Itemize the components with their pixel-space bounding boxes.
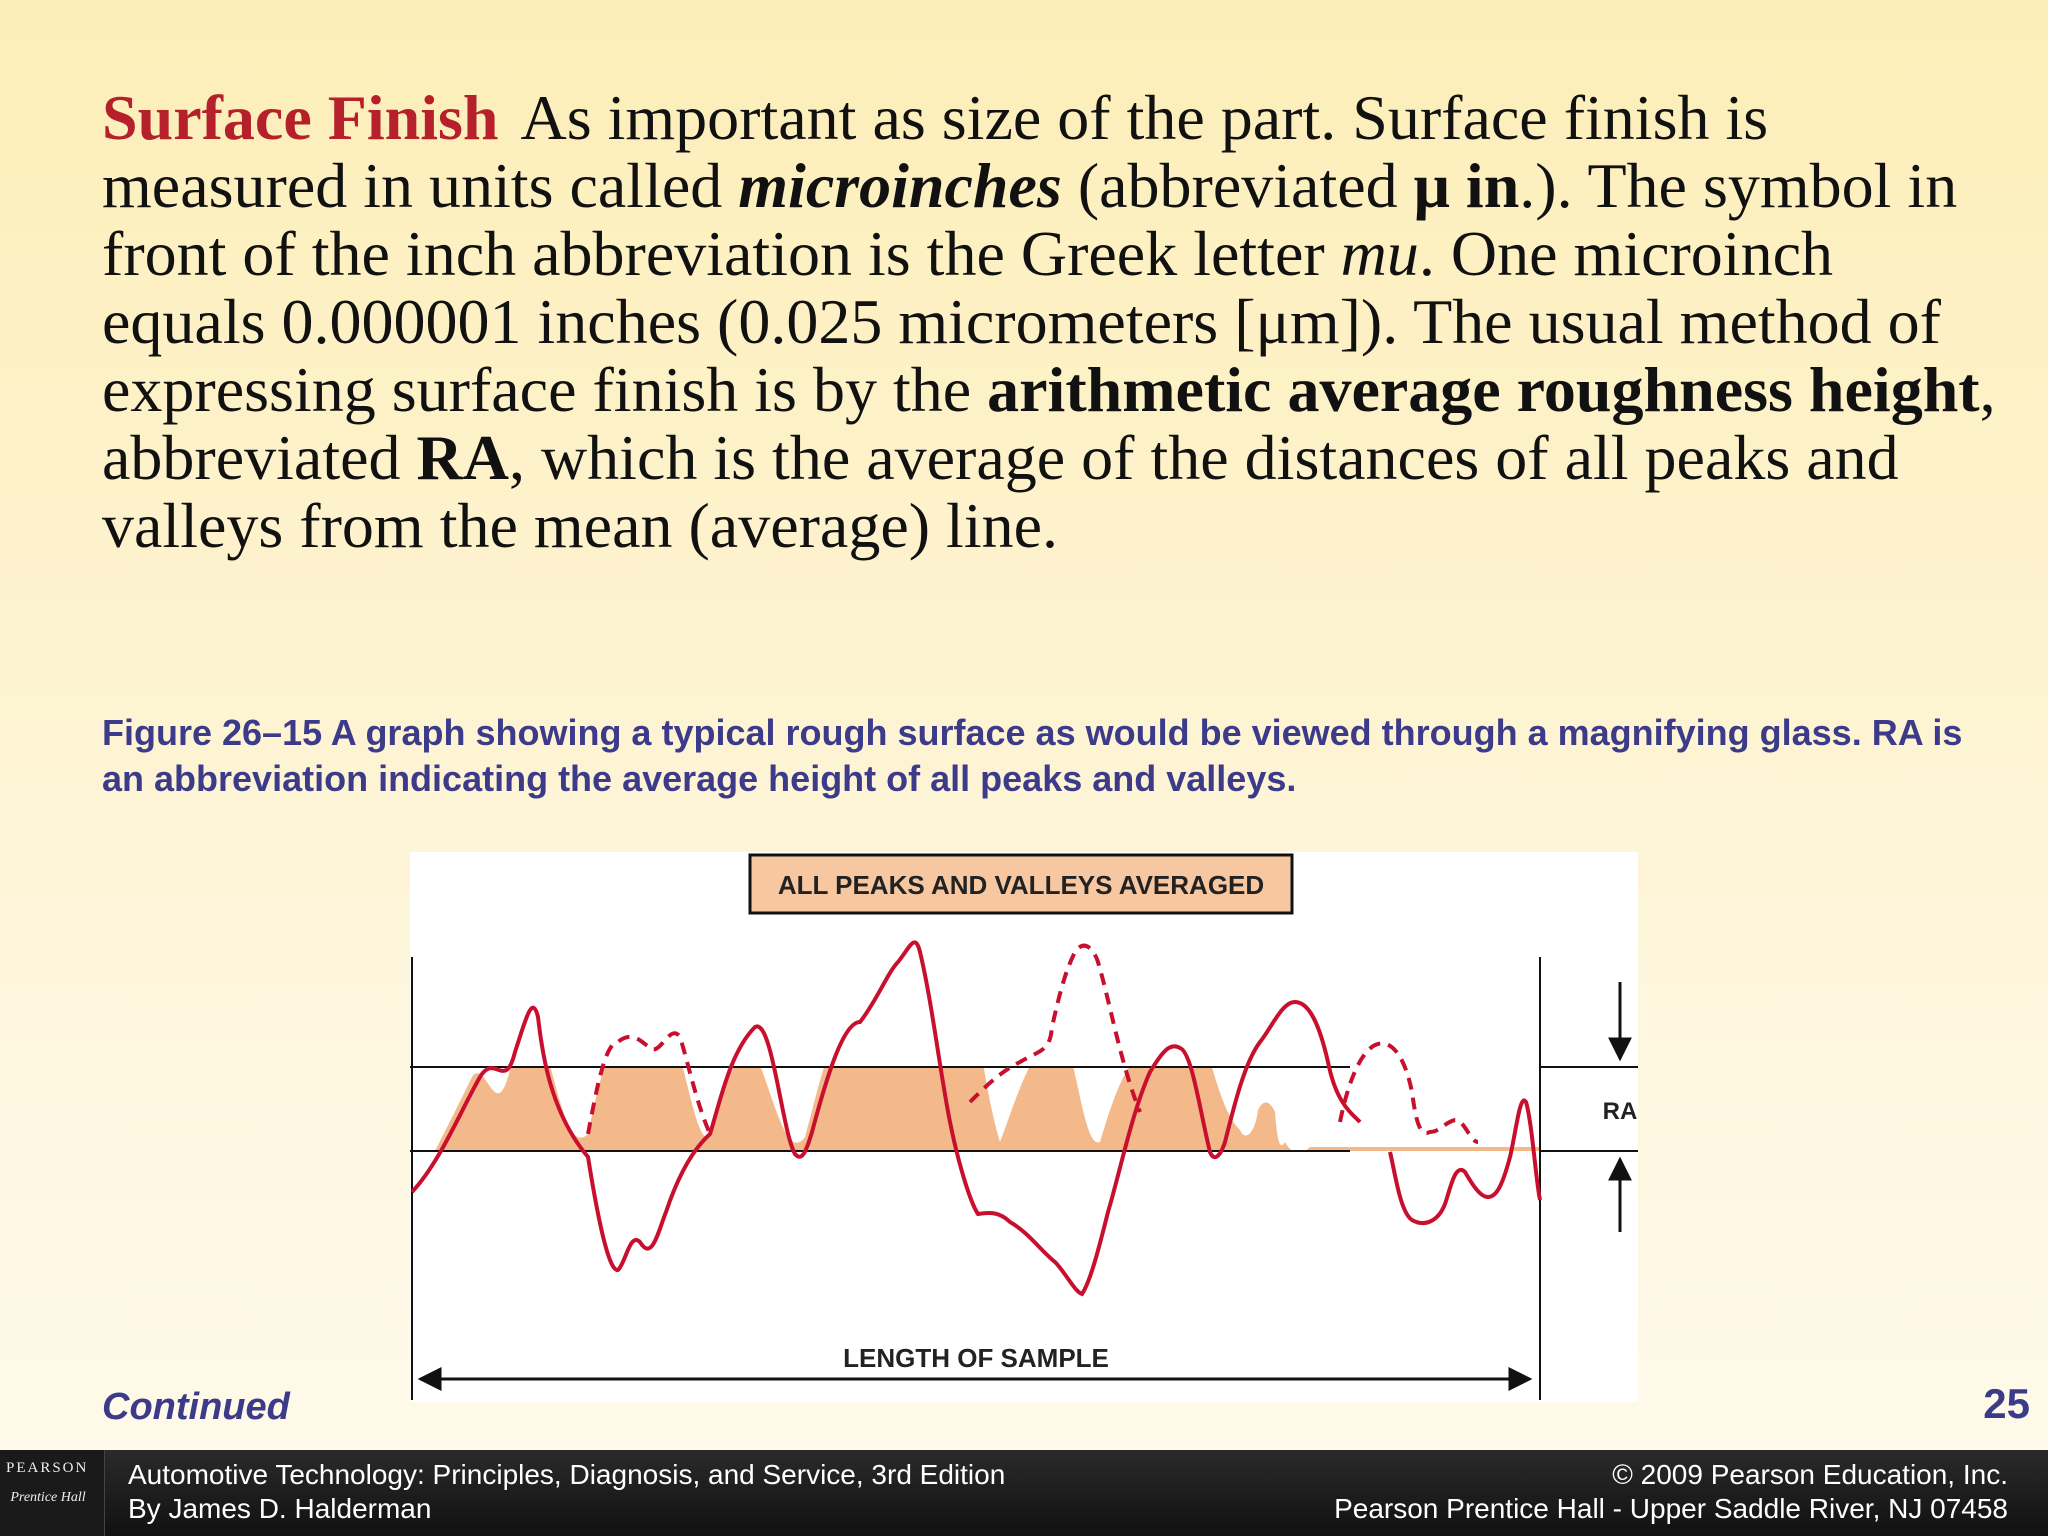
footer-publisher: Pearson Prentice Hall - Upper Saddle River, NJ 07458 — [1334, 1493, 2008, 1524]
footer-copyright: © 2009 Pearson Education, Inc. — [1612, 1459, 2008, 1490]
body-text-3: .). The symbol in front of the inch abbreviation is the Greek letter — [102, 150, 1958, 289]
body-text-2: (abbreviated — [1061, 150, 1414, 221]
pearson-logo — [0, 1450, 105, 1536]
ra-label: RA — [1602, 1098, 1638, 1125]
term-arithmetic-average: arithmetic average roughness height — [987, 354, 1980, 425]
logo-prentice-hall-text: Prentice Hall — [10, 1490, 86, 1505]
slide-body-text — [102, 84, 2002, 560]
length-label: LENGTH OF SAMPLE — [843, 1343, 1109, 1373]
surface-roughness-diagram — [410, 852, 1638, 1402]
body-text-5: , abbreviated — [102, 354, 1996, 493]
averaged-label-box — [750, 855, 1292, 913]
continued-label: Continued — [102, 1386, 290, 1428]
body-text-1: As important as size of the part. Surface finish is measured in units called — [102, 82, 1769, 221]
term-microinches: microinches — [738, 150, 1062, 221]
slide-title: Surface Finish — [102, 82, 499, 153]
term-mu: mu — [1340, 218, 1419, 289]
body-text-6: , which is the average of the distances of all peaks and valleys from the mean (average) line. — [102, 422, 1899, 561]
logo-pearson-text: PEARSON — [6, 1460, 89, 1476]
footer-author: By James D. Halderman — [128, 1493, 432, 1524]
term-mu-in: μ in — [1413, 150, 1520, 221]
averaged-label: ALL PEAKS AND VALLEYS AVERAGED — [777, 870, 1265, 900]
body-text-4: . One microinch equals 0.000001 inches (0.025 micrometers [μm]). The usual method of expressing surface finish is by the — [102, 218, 1941, 425]
page-number: 25 — [1983, 1380, 2030, 1427]
term-ra: RA — [416, 422, 509, 493]
slide-footer — [0, 1450, 2048, 1536]
footer-book-title: Automotive Technology: Principles, Diagnosis, and Service, 3rd Edition — [128, 1459, 1006, 1490]
figure-caption: Figure 26–15 A graph showing a typical rough surface as would be viewed through a magnifying glass. RA is an abbreviation indicating the average height of all peaks and valleys. — [102, 712, 1963, 799]
surface-roughness-figure — [410, 852, 1638, 1402]
